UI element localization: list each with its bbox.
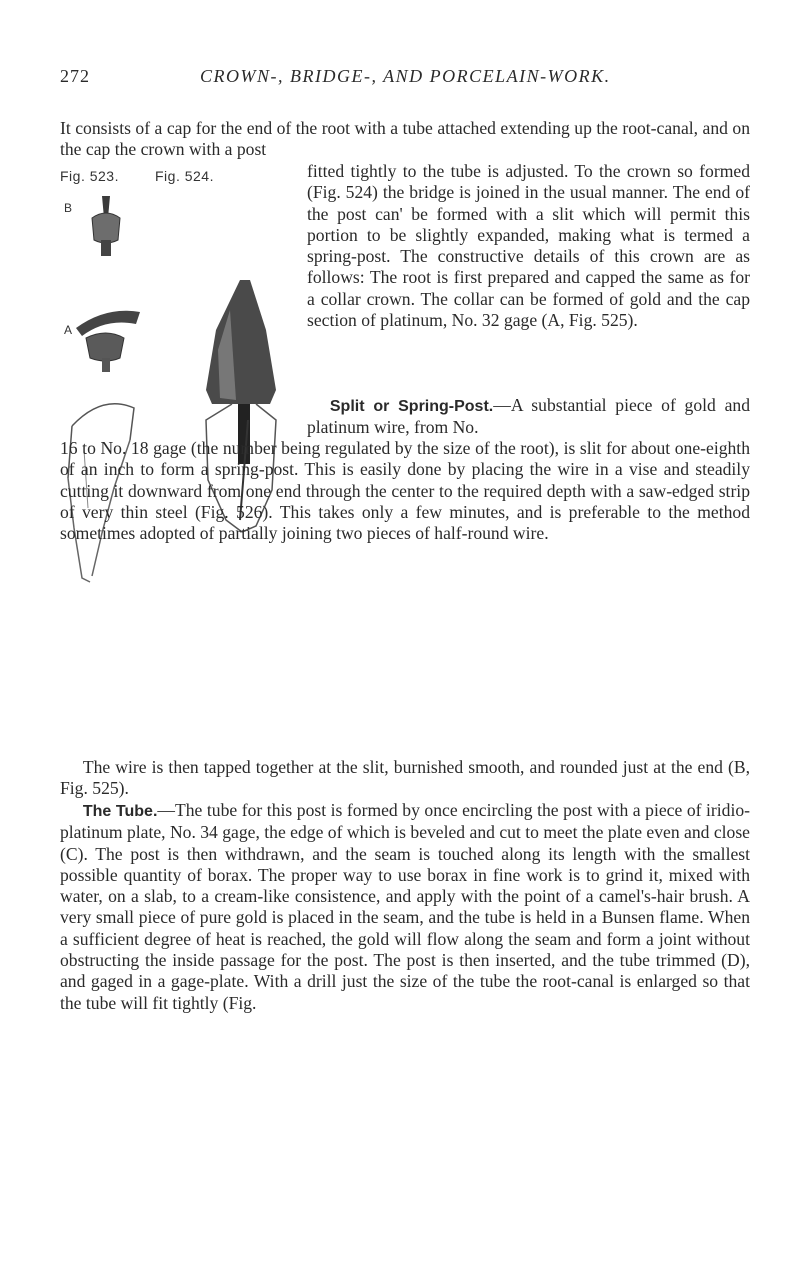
figure-523-letter-a: A <box>64 323 73 337</box>
paragraph-text <box>60 800 750 1014</box>
page-header <box>60 66 760 90</box>
paragraph-text: 16 to No. 18 gage (the number being regulated by the size of the root), is slit for about one-eighth of an inch to form a spring-post. This is easily done by placing the wire in a vise and steadily cutting it downward from one end through the center to the required depth with a saw-edged strip of very thin steel (Fig. 526). This takes only a few minutes, and is preferable to the method sometimes adopted of partially joining two pieces of half-round wire. <box>60 438 750 544</box>
running-head: CROWN-, BRIDGE-, AND PORCELAIN-WORK. <box>200 66 611 86</box>
section-heading-split-post: Split or Spring-Post. <box>329 398 494 415</box>
figure-523-letter-b: B <box>64 201 73 215</box>
paragraph-the-tube <box>60 800 750 1014</box>
paragraph-text: fitted tightly to the tube is adjusted. To the crown so formed (Fig. 524) the bridge is joined in the usual manner. The end of the post can' be formed with a slit which will permit this portion to be slightly expanded, making what is termed a spring-post. The constructive details of this crown are as follows: The root is first prepared and capped the same as for a collar crown. The collar can be formed of gold and the cap section of platinum, No. 32 gage (A, Fig. 525). <box>307 161 750 331</box>
paragraph-text <box>307 395 750 439</box>
figure-524-label: Fig. 524. <box>155 168 214 184</box>
figure-523-label: Fig. 523. <box>60 168 119 184</box>
paragraph-text-span: —The tube for this post is formed by once encircling the post with a piece of iridio-platinum plate, No. 34 gage, the edge of which is beveled and cut to meet the plate even and close (C). The post is then withdrawn, and the seam is touched along its length with the smallest possible quantity of borax. The proper way to use borax in fine work is to grind it, mixed with water, on a slab, to a cream-like consistence, and apply with the point of a camel's-hair brush. A very small piece of pure gold is placed in the seam, and the tube is held in a Bunsen flame. When a sufficient degree of heat is reached, the gold will flow along the seam and form a joint without obstructing the inside passage for the post. The post is then inserted, and the tube trimmed (D), and gaged in a gage-plate. With a drill just the size of the tube the root-canal is enlarged so that the tube will fit tightly (Fig. <box>60 800 751 1013</box>
page-number: 272 <box>60 66 90 86</box>
paragraph-text-span: —A substantial piece of gold and platinum wire, from No. <box>307 395 750 438</box>
section-heading-the-tube: The Tube. <box>82 803 158 820</box>
paragraph-wire-tapped <box>60 757 750 800</box>
paragraph-text: The wire is then tapped together at the slit, burnished smooth, and rounded just at the end (B, Fig. 525). <box>60 757 750 799</box>
paragraph-spring-post-cont <box>60 438 750 544</box>
paragraph-text: It consists of a cap for the end of the root with a tube attached extending up the root-canal, and on the cap the crown with a post <box>60 118 750 160</box>
paragraph-beside-figures <box>307 161 750 331</box>
paragraph-intro <box>60 118 750 161</box>
paragraph-split-post <box>307 395 750 439</box>
